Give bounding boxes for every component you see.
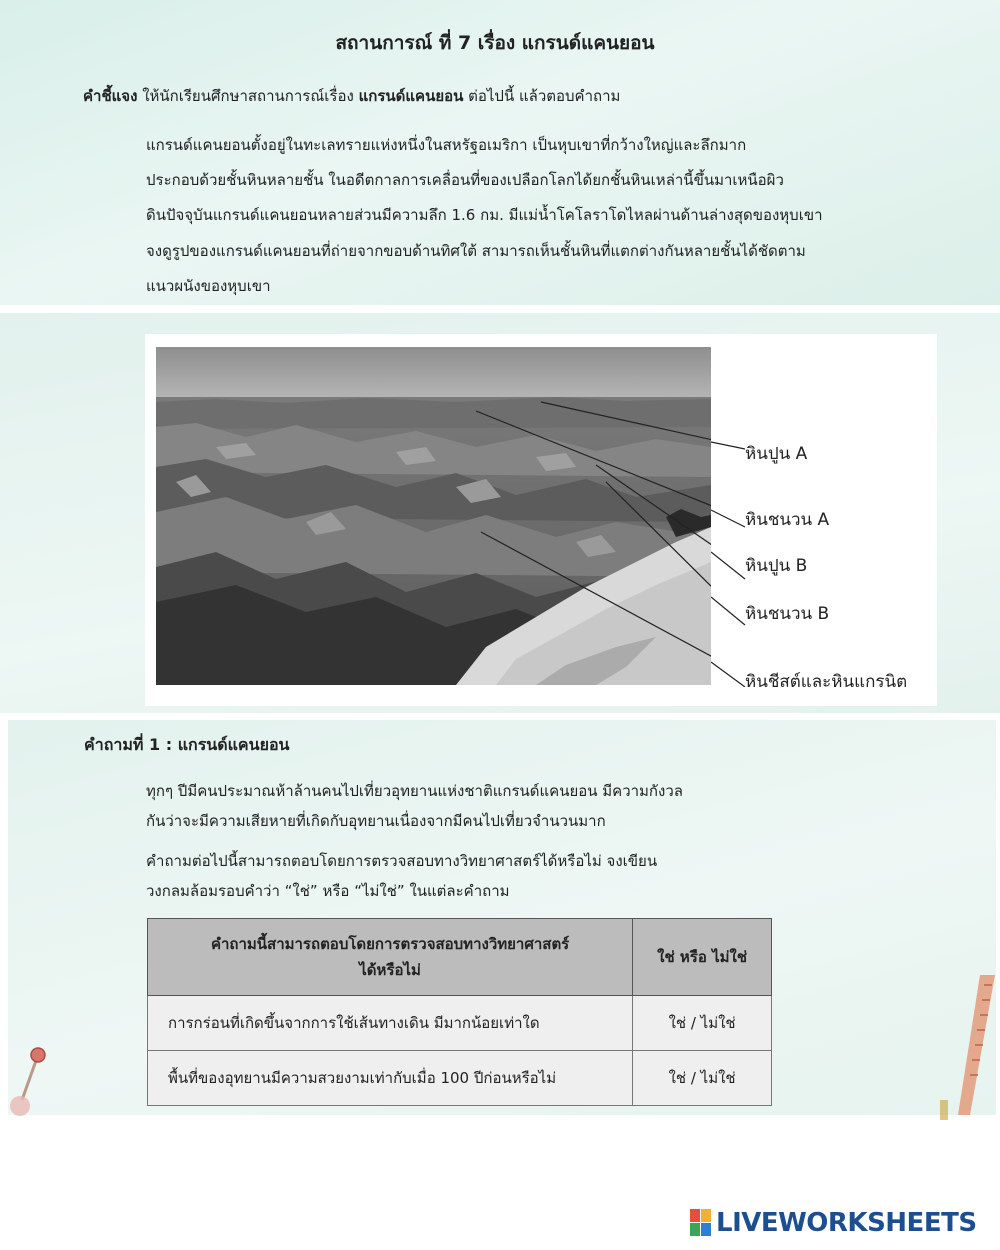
canyon-photo-drawing (156, 347, 711, 685)
table-row (148, 996, 772, 1051)
label-limestone-a: หินปูน A (745, 444, 808, 464)
instruction-text-before: ให้นักเรียนศึกษาสถานการณ์เรื่อง (137, 87, 359, 105)
brand-name: LIVEWORKSHEETS (716, 1208, 977, 1238)
question-line: คำถามต่อไปนี้สามารถตอบโดยการตรวจสอบทางวิทยาศาสตร์ได้หรือไม่ จงเขียน (146, 852, 658, 870)
instruction (83, 84, 620, 108)
answer-choice-cell[interactable]: ใช่ / ไม่ใช่ (633, 996, 772, 1051)
question-paragraph-1 (146, 776, 683, 836)
label-shale-b: หินชนวน B (745, 604, 830, 624)
table-header-answer: ใช่ หรือ ไม่ใช่ (633, 919, 772, 996)
liveworksheets-logo[interactable] (690, 1208, 977, 1238)
table-header-line: คำถามนี้สามารถตอบโดยการตรวจสอบทางวิทยาศาสตร์ (210, 935, 570, 953)
table-header-question (148, 919, 633, 996)
page-title: สถานการณ์ ที่ 7 เรื่อง แกรนด์แคนยอน (335, 32, 655, 54)
table-header-row (148, 919, 772, 996)
question-table (147, 918, 772, 1106)
canyon-photo (156, 347, 711, 685)
intro-line: ดินปัจจุบันแกรนด์แคนยอนหลายส่วนมีความลึก 1.6 กม. มีแม่น้ำโคโลราโดไหลผ่านด้านล่างสุดของหุบเขา (146, 206, 823, 224)
question-paragraph-2 (146, 846, 657, 906)
label-shale-a: หินชนวน A (745, 510, 830, 530)
table-cell-question: พื้นที่ของอุทยานมีความสวยงามเท่ากับเมื่อ 100 ปีก่อนหรือไม่ (148, 1051, 633, 1106)
instruction-text-after: ต่อไปนี้ แล้วตอบคำถาม (463, 87, 621, 105)
canyon-figure (145, 334, 937, 706)
table-row (148, 1051, 772, 1106)
table-header-line: ได้หรือไม่ (359, 961, 421, 979)
intro-line: แนวผนังของหุบเขา (146, 277, 271, 295)
intro-panel (0, 0, 1000, 305)
liveworksheets-mark-icon (690, 1209, 712, 1237)
intro-paragraph-2 (146, 234, 886, 304)
instruction-label: คำชี้แจง (83, 87, 138, 105)
pin-decoration-icon (0, 1040, 60, 1120)
table-cell-question: การกร่อนที่เกิดขึ้นจากการใช้เส้นทางเดิน มีมากน้อยเท่าใด (148, 996, 633, 1051)
question-line: ทุกๆ ปีมีคนประมาณห้าล้านคนไปเที่ยวอุทยานแห่งชาติแกรนด์แคนยอน มีความกังวล (146, 782, 683, 800)
intro-paragraph-1 (146, 128, 886, 233)
intro-line: จงดูรูปของแกรนด์แคนยอนที่ถ่ายจากขอบด้านทิศใต้ สามารถเห็นชั้นหินที่แตกต่างกันหลายชั้นได้ชัดตาม (146, 242, 806, 260)
intro-line: ประกอบด้วยชั้นหินหลายชั้น ในอดีตกาลการเคลื่อนที่ของเปลือกโลกได้ยกชั้นหินเหล่านี้ขึ้นมาเหนือผิว (146, 171, 784, 189)
question-line: กันว่าจะมีความเสียหายที่เกิดกับอุทยานเนื่องจากมีคนไปเที่ยวจำนวนมาก (146, 812, 606, 830)
ruler-decoration-icon (940, 975, 1000, 1120)
question-line: วงกลมล้อมรอบคำว่า “ใช่” หรือ “ไม่ใช่” ในแต่ละคำถาม (146, 882, 510, 900)
intro-line: แกรนด์แคนยอนตั้งอยู่ในทะเลทรายแห่งหนึ่งในสหรัฐอเมริกา เป็นหุบเขาที่กว้างใหญ่และลึกมาก (146, 136, 747, 154)
answer-choice-cell[interactable]: ใช่ / ไม่ใช่ (633, 1051, 772, 1106)
label-limestone-b: หินปูน B (745, 556, 808, 576)
instruction-topic: แกรนด์แคนยอน (358, 87, 464, 105)
question-title: คำถามที่ 1 : แกรนด์แคนยอน (84, 735, 290, 754)
label-schist-granite: หินชีสต์และหินแกรนิต (745, 672, 908, 692)
